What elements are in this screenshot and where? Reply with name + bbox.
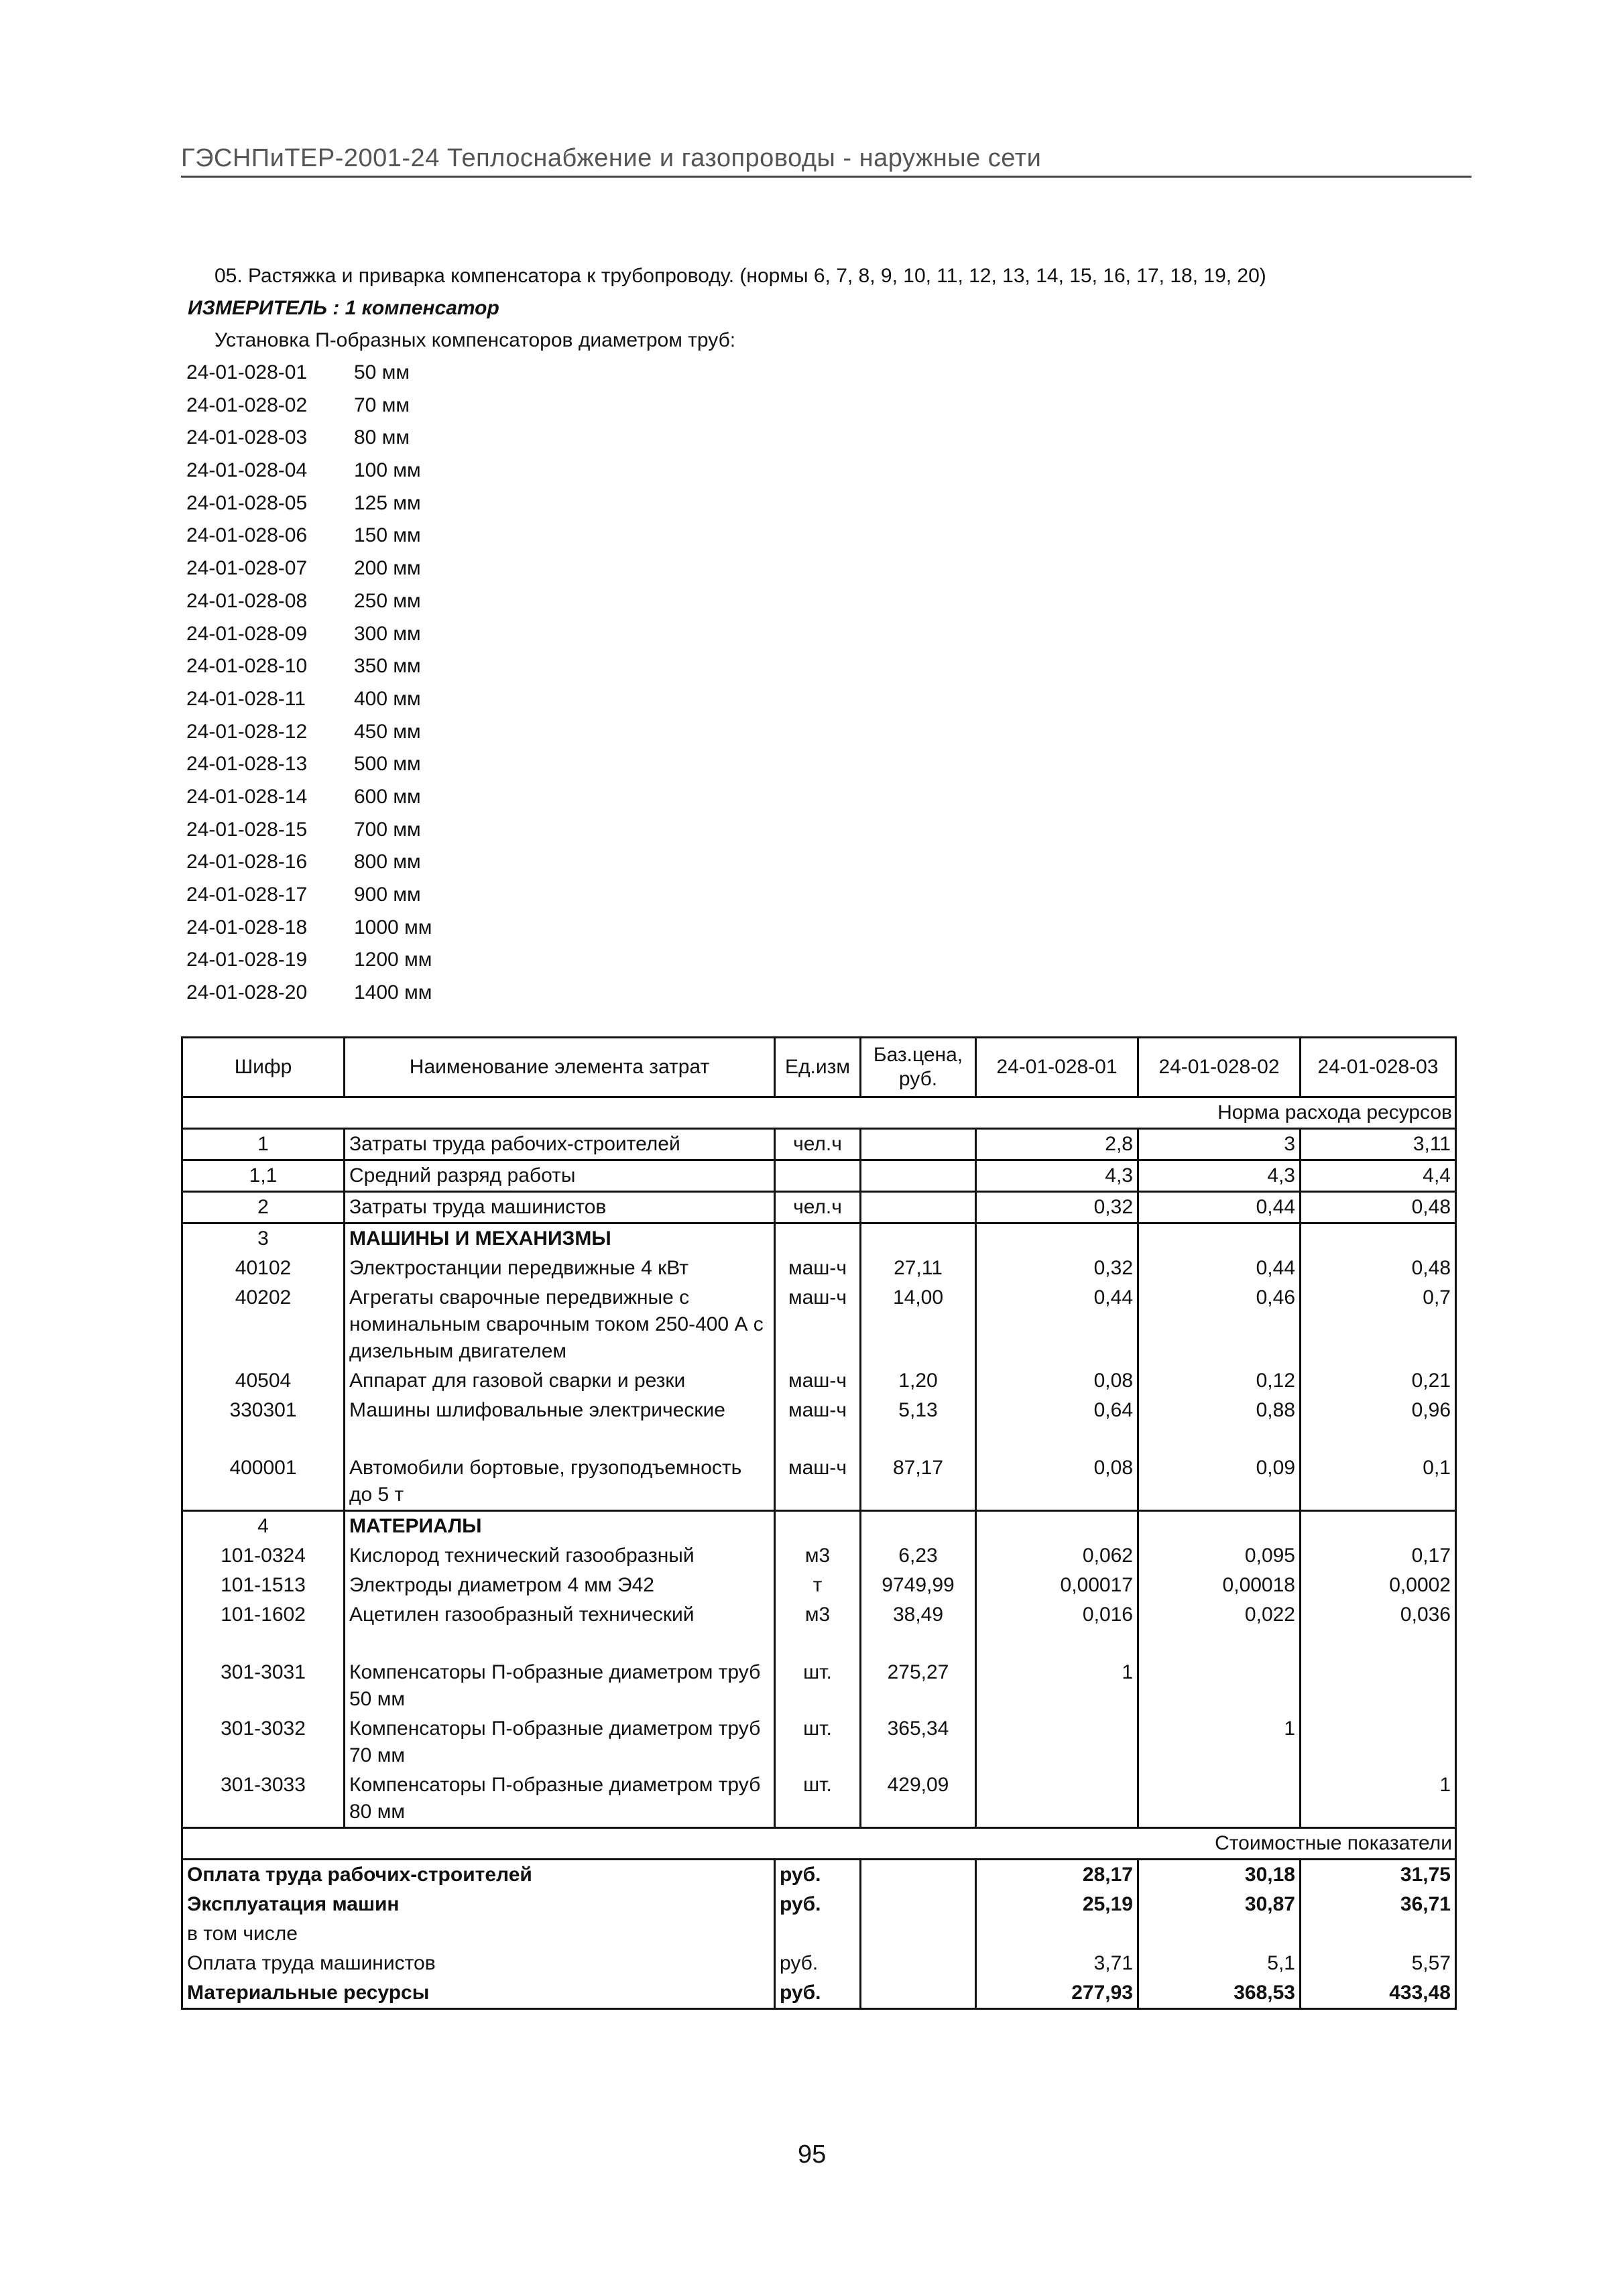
cell-value <box>976 1770 1138 1828</box>
cell-unit: м3 <box>775 1541 861 1571</box>
cell-value <box>1138 1223 1301 1254</box>
pipe-diameter: 50 мм <box>354 361 410 383</box>
cell-value: 0,46 <box>1138 1283 1301 1366</box>
pipe-diameter: 700 мм <box>354 818 421 841</box>
cell-unit: руб. <box>775 1890 861 1919</box>
cell-value: 0,022 <box>1138 1600 1301 1630</box>
pipe-diameter: 200 мм <box>354 557 421 580</box>
list-item <box>186 552 432 585</box>
installation-caption: Установка П-образных компенсаторов диаметром труб: <box>215 329 736 351</box>
cell-unit: маш-ч <box>775 1283 861 1366</box>
pipe-diameter: 800 мм <box>354 851 421 873</box>
cell-unit: шт. <box>775 1714 861 1770</box>
cell-name: Затраты труда машинистов <box>345 1192 775 1223</box>
list-item <box>186 455 432 487</box>
cell-unit <box>775 1919 861 1949</box>
cell-value: 0,0002 <box>1301 1571 1456 1600</box>
cell-value <box>1301 1223 1456 1254</box>
cell-value: 28,17 <box>976 1860 1138 1890</box>
cell-value: 4,4 <box>1301 1160 1456 1192</box>
list-item <box>186 748 432 781</box>
cell-unit: чел.ч <box>775 1129 861 1160</box>
pipe-diameter: 450 мм <box>354 720 421 743</box>
cell-value: 0,1 <box>1301 1425 1456 1511</box>
cell-value <box>1301 1919 1456 1949</box>
col-header-unit: Ед.изм <box>775 1038 861 1097</box>
cell-value: 0,21 <box>1301 1366 1456 1396</box>
cell-value <box>1138 1770 1301 1828</box>
norm-code: 24-01-028-11 <box>186 687 306 710</box>
list-item <box>186 977 432 1010</box>
cell-value: 30,87 <box>1138 1890 1301 1919</box>
cell-price <box>861 1129 976 1160</box>
table-row <box>182 1254 1456 1283</box>
norm-code: 24-01-028-15 <box>186 818 308 841</box>
cell-unit: руб. <box>775 1978 861 2009</box>
pipe-diameter: 900 мм <box>354 884 421 906</box>
cell-value <box>976 1511 1138 1542</box>
pipe-diameter: 150 мм <box>354 524 421 547</box>
cell-value: 0,016 <box>976 1600 1138 1630</box>
table-row <box>182 1978 1456 2009</box>
cell-code: 3 <box>182 1223 345 1254</box>
measure-unit: ИЗМЕРИТЕЛЬ : 1 компенсатор <box>188 297 499 319</box>
pipe-diameter: 400 мм <box>354 687 421 710</box>
cell-value: 0,095 <box>1138 1541 1301 1571</box>
cell-value: 1 <box>1138 1714 1301 1770</box>
band-row <box>182 1097 1456 1129</box>
cell-value: 277,93 <box>976 1978 1138 2009</box>
cell-value: 31,75 <box>1301 1860 1456 1890</box>
cell-value: 0,96 <box>1301 1396 1456 1425</box>
list-item <box>186 781 432 814</box>
cell-value: 4,3 <box>976 1160 1138 1192</box>
list-item <box>186 814 432 847</box>
cell-unit: руб. <box>775 1949 861 1978</box>
cell-value: 3,11 <box>1301 1129 1456 1160</box>
cell-price: 5,13 <box>861 1396 976 1425</box>
cell-name: Компенсаторы П-образные диаметром труб 80 мм <box>345 1770 775 1828</box>
table-row <box>182 1129 1456 1160</box>
cell-price <box>861 1511 976 1542</box>
norm-code: 24-01-028-10 <box>186 655 308 678</box>
list-item <box>186 716 432 749</box>
cell-price: 275,27 <box>861 1630 976 1714</box>
table-row <box>182 1425 1456 1511</box>
cell-value <box>1138 1919 1301 1949</box>
cell-price <box>861 1223 976 1254</box>
cell-price: 9749,99 <box>861 1571 976 1600</box>
table-row <box>182 1192 1456 1223</box>
pipe-diameter: 125 мм <box>354 491 421 514</box>
cell-unit: т <box>775 1571 861 1600</box>
cell-code: 330301 <box>182 1396 345 1425</box>
cell-price: 87,17 <box>861 1425 976 1511</box>
cell-value: 0,32 <box>976 1192 1138 1223</box>
cell-code: 4 <box>182 1511 345 1542</box>
cell-unit: маш-ч <box>775 1366 861 1396</box>
col-header-norm-3: 24-01-028-03 <box>1301 1038 1456 1097</box>
norm-code: 24-01-028-05 <box>186 491 308 514</box>
norm-code: 24-01-028-14 <box>186 785 308 808</box>
pipe-diameter: 80 мм <box>354 426 410 449</box>
cell-unit: маш-ч <box>775 1425 861 1511</box>
col-header-price: Баз.цена, руб. <box>861 1038 976 1097</box>
cell-price <box>861 1192 976 1223</box>
norm-code: 24-01-028-19 <box>186 949 308 971</box>
list-item <box>186 487 432 520</box>
cell-code: 1 <box>182 1129 345 1160</box>
running-header: ГЭСНПиТЕР-2001-24 Теплоснабжение и газопроводы - наружные сети <box>181 144 1471 178</box>
table-row <box>182 1600 1456 1630</box>
cell-price: 6,23 <box>861 1541 976 1571</box>
cell-code: 101-0324 <box>182 1541 345 1571</box>
cell-name: Агрегаты сварочные передвижные с номинальным сварочным током 250-400 А с дизельным двигателем <box>345 1283 775 1366</box>
cell-unit <box>775 1160 861 1192</box>
list-item <box>186 422 432 455</box>
cell-value: 0,08 <box>976 1425 1138 1511</box>
band-cost-indicators: Стоимостные показатели <box>182 1828 1456 1860</box>
section-intro <box>188 260 1266 357</box>
resource-norms-table <box>181 1036 1457 2010</box>
cell-code: 301-3032 <box>182 1714 345 1770</box>
cell-price <box>861 1978 976 2009</box>
cell-value: 1 <box>1301 1770 1456 1828</box>
pipe-diameter: 350 мм <box>354 655 421 678</box>
norm-code-list <box>186 357 432 1010</box>
col-header-code: Шифр <box>182 1038 345 1097</box>
cell-code: 40504 <box>182 1366 345 1396</box>
table-row <box>182 1223 1456 1254</box>
norm-code: 24-01-028-08 <box>186 589 308 612</box>
cell-price <box>861 1860 976 1890</box>
cell-name: Затраты труда рабочих-строителей <box>345 1129 775 1160</box>
norm-code: 24-01-028-01 <box>186 361 308 383</box>
norm-code: 24-01-028-12 <box>186 720 308 743</box>
cell-price: 1,20 <box>861 1366 976 1396</box>
list-item <box>186 618 432 651</box>
cell-value: 0,7 <box>1301 1283 1456 1366</box>
cell-value <box>976 1919 1138 1949</box>
cell-value: 3 <box>1138 1129 1301 1160</box>
pipe-diameter: 250 мм <box>354 589 421 612</box>
cell-code: 1,1 <box>182 1160 345 1192</box>
table-row <box>182 1541 1456 1571</box>
page-number: 95 <box>798 2140 827 2169</box>
cell-value: 2,8 <box>976 1129 1138 1160</box>
cell-price: 27,11 <box>861 1254 976 1283</box>
cell-value: 0,062 <box>976 1541 1138 1571</box>
col-header-norm-1: 24-01-028-01 <box>976 1038 1138 1097</box>
cell-code: 40102 <box>182 1254 345 1283</box>
cell-name: Аппарат для газовой сварки и резки <box>345 1366 775 1396</box>
section-title: 05. Растяжка и приварка компенсатора к трубопроводу. (нормы 6, 7, 8, 9, 10, 11, 12, 13, 14, 15, 16, 17, 18, 19, 20) <box>215 265 1266 287</box>
list-item <box>186 944 432 977</box>
cell-code: 301-3031 <box>182 1630 345 1714</box>
list-item <box>186 650 432 683</box>
table-row <box>182 1860 1456 1890</box>
pipe-diameter: 70 мм <box>354 394 410 416</box>
norm-code: 24-01-028-07 <box>186 557 308 580</box>
table-row <box>182 1770 1456 1828</box>
table-row <box>182 1949 1456 1978</box>
cell-value: 0,09 <box>1138 1425 1301 1511</box>
cell-value: 0,12 <box>1138 1366 1301 1396</box>
cell-name: Электростанции передвижные 4 кВт <box>345 1254 775 1283</box>
table-row <box>182 1571 1456 1600</box>
section-heading-machines: МАШИНЫ И МЕХАНИЗМЫ <box>345 1223 775 1254</box>
norm-code: 24-01-028-03 <box>186 426 308 449</box>
cell-value <box>1301 1630 1456 1714</box>
table-row <box>182 1160 1456 1192</box>
table-row <box>182 1630 1456 1714</box>
cell-value <box>1301 1511 1456 1542</box>
cell-value: 0,32 <box>976 1254 1138 1283</box>
cell-name: Средний разряд работы <box>345 1160 775 1192</box>
pipe-diameter: 600 мм <box>354 785 421 808</box>
cell-value: 0,036 <box>1301 1600 1456 1630</box>
cell-name: Ацетилен газообразный технический <box>345 1600 775 1630</box>
cell-value: 4,3 <box>1138 1160 1301 1192</box>
cell-value: 368,53 <box>1138 1978 1301 2009</box>
col-header-norm-2: 24-01-028-02 <box>1138 1038 1301 1097</box>
cell-value: 0,48 <box>1301 1254 1456 1283</box>
norm-code: 24-01-028-02 <box>186 394 308 416</box>
pipe-diameter: 300 мм <box>354 622 421 645</box>
cell-value: 0,00018 <box>1138 1571 1301 1600</box>
cell-code: 2 <box>182 1192 345 1223</box>
cell-unit: шт. <box>775 1770 861 1828</box>
cell-value <box>1138 1511 1301 1542</box>
cell-code: 101-1602 <box>182 1600 345 1630</box>
cell-price: 429,09 <box>861 1770 976 1828</box>
cell-price <box>861 1949 976 1978</box>
band-row <box>182 1828 1456 1860</box>
norm-code: 24-01-028-09 <box>186 622 308 645</box>
cell-code: 301-3033 <box>182 1770 345 1828</box>
cost-name: в том числе <box>182 1919 775 1949</box>
cell-value: 0,44 <box>1138 1254 1301 1283</box>
table-row <box>182 1714 1456 1770</box>
cell-value: 36,71 <box>1301 1890 1456 1919</box>
cost-name: Оплата труда рабочих-строителей <box>182 1860 775 1890</box>
cell-value <box>1301 1714 1456 1770</box>
cell-price <box>861 1160 976 1192</box>
norm-code: 24-01-028-20 <box>186 981 308 1004</box>
table-row <box>182 1890 1456 1919</box>
cell-unit: чел.ч <box>775 1192 861 1223</box>
list-item <box>186 912 432 945</box>
cell-unit: м3 <box>775 1600 861 1630</box>
pipe-diameter: 1400 мм <box>354 981 432 1004</box>
cell-value: 1 <box>976 1630 1138 1714</box>
cost-name: Эксплуатация машин <box>182 1890 775 1919</box>
cell-value: 0,00017 <box>976 1571 1138 1600</box>
section-heading-materials: МАТЕРИАЛЫ <box>345 1511 775 1542</box>
list-item <box>186 357 432 389</box>
norm-code: 24-01-028-04 <box>186 459 308 482</box>
cell-value: 0,44 <box>1138 1192 1301 1223</box>
cell-value <box>976 1223 1138 1254</box>
cell-value: 0,64 <box>976 1396 1138 1425</box>
norm-code: 24-01-028-13 <box>186 753 308 776</box>
norm-code: 24-01-028-16 <box>186 851 308 873</box>
cell-name: Машины шлифовальные электрические <box>345 1396 775 1425</box>
cell-unit: маш-ч <box>775 1396 861 1425</box>
list-item <box>186 520 432 552</box>
cell-value: 5,57 <box>1301 1949 1456 1978</box>
list-item <box>186 846 432 879</box>
table-row <box>182 1283 1456 1366</box>
cell-value: 5,1 <box>1138 1949 1301 1978</box>
cost-name: Оплата труда машинистов <box>182 1949 775 1978</box>
col-header-name: Наименование элемента затрат <box>345 1038 775 1097</box>
norm-code: 24-01-028-06 <box>186 524 308 547</box>
cell-value: 0,48 <box>1301 1192 1456 1223</box>
list-item <box>186 879 432 912</box>
list-item <box>186 389 432 422</box>
cell-unit: руб. <box>775 1860 861 1890</box>
cell-value: 0,17 <box>1301 1541 1456 1571</box>
cell-price <box>861 1919 976 1949</box>
norm-code: 24-01-028-17 <box>186 884 308 906</box>
cell-value: 3,71 <box>976 1949 1138 1978</box>
cell-value: 433,48 <box>1301 1978 1456 2009</box>
norm-code: 24-01-028-18 <box>186 916 308 939</box>
list-item <box>186 683 432 716</box>
pipe-diameter: 1000 мм <box>354 916 432 939</box>
cell-price: 14,00 <box>861 1283 976 1366</box>
cost-name: Материальные ресурсы <box>182 1978 775 2009</box>
table-row <box>182 1396 1456 1425</box>
cell-name: Кислород технический газообразный <box>345 1541 775 1571</box>
cell-value: 0,88 <box>1138 1396 1301 1425</box>
cell-name: Автомобили бортовые, грузоподъемность до 5 т <box>345 1425 775 1511</box>
cell-value: 0,44 <box>976 1283 1138 1366</box>
list-item <box>186 585 432 618</box>
pipe-diameter: 100 мм <box>354 459 421 482</box>
cell-price: 365,34 <box>861 1714 976 1770</box>
cell-price <box>861 1890 976 1919</box>
cell-value: 30,18 <box>1138 1860 1301 1890</box>
cell-unit <box>775 1223 861 1254</box>
table-row <box>182 1366 1456 1396</box>
cell-code: 101-1513 <box>182 1571 345 1600</box>
cell-unit: шт. <box>775 1630 861 1714</box>
pipe-diameter: 500 мм <box>354 753 421 776</box>
cell-code: 400001 <box>182 1425 345 1511</box>
cell-value: 25,19 <box>976 1890 1138 1919</box>
cell-code: 40202 <box>182 1283 345 1366</box>
cell-value <box>976 1714 1138 1770</box>
table-row <box>182 1919 1456 1949</box>
cell-name: Компенсаторы П-образные диаметром труб 50 мм <box>345 1630 775 1714</box>
table-header-row <box>182 1038 1456 1097</box>
cell-price: 38,49 <box>861 1600 976 1630</box>
cell-value: 0,08 <box>976 1366 1138 1396</box>
cell-name: Электроды диаметром 4 мм Э42 <box>345 1571 775 1600</box>
cell-name: Компенсаторы П-образные диаметром труб 70 мм <box>345 1714 775 1770</box>
cell-value <box>1138 1630 1301 1714</box>
cell-unit: маш-ч <box>775 1254 861 1283</box>
pipe-diameter: 1200 мм <box>354 949 432 971</box>
band-resource-norms: Норма расхода ресурсов <box>182 1097 1456 1129</box>
table-row <box>182 1511 1456 1542</box>
cell-unit <box>775 1511 861 1542</box>
